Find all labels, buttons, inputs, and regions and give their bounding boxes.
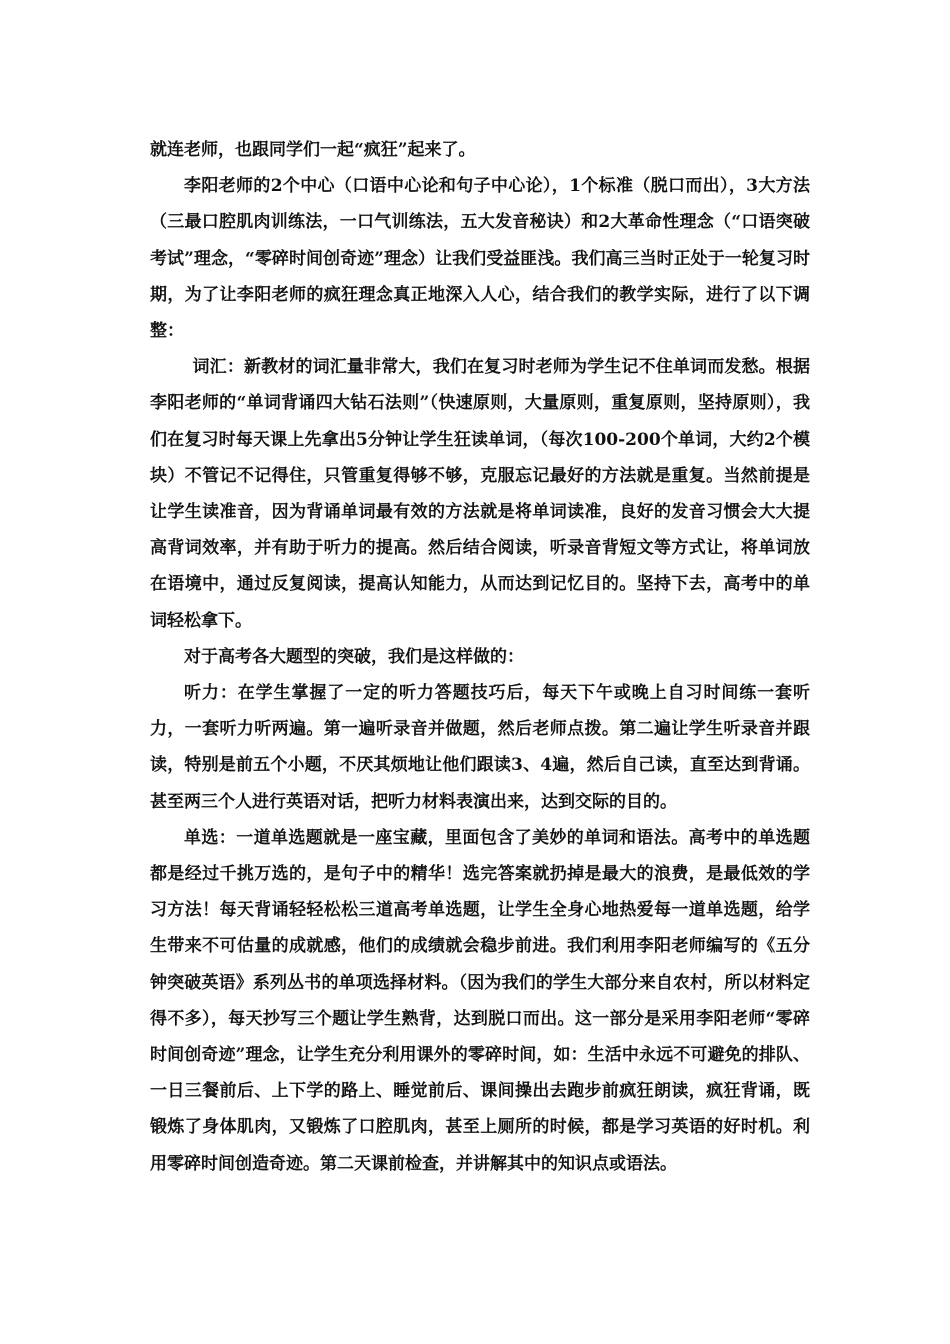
paragraph-continuation: 就连老师，也跟同学们一起“疯狂”起来了。 (150, 140, 476, 160)
paragraph-li-yang-method: 李阳老师的2个中心（口语中心论和句子中心论），1个标准（脱口而出），3大方法（三最口腔肌肉训练法，一口气训练法，五大发音秘诀）和2大革命性理念（“口语突破考试”理念，“零碎时间创奇迹”理念）让我们受益匪浅。我们高三当时正处于一轮复习时期，为了让李阳老师的疯狂理念真正地深入人心，结合我们的教学实际，进行了以下调整： (150, 176, 810, 342)
paragraph-single-choice: 单选：一道单选题就是一座宝藏，里面包含了美妙的单词和语法。高考中的单选题都是经过千挑万选的，是句子中的精华！选完答案就扔掉是最大的浪费，是最低效的学习方法！每天背诵轻轻松松三道高考单选题，让学生全身心地热爱每一道单选题，给学生带来不可估量的成就感，他们的成绩就会稳步前进。我们利用李阳老师编写的《五分钟突破英语》系列丛书的单项选择材料。（因为我们的学生大部分来自农村，所以材料定得不多），每天抄写三个题让学生熟背，达到脱口而出。这一部分是采用李阳老师“零碎时间创奇迹”理念，让学生充分利用课外的零碎时间，如：生活中永远不可避免的排队、一日三餐前后、上下学的路上、睡觉前后、课间操出去跑步前疯狂朗读，疯狂背诵，既锻炼了身体肌肉，又锻炼了口腔肌肉，甚至上厕所的时候，都是学习英语的好时机。利用零碎时间创造奇迹。第二天课前检查，并讲解其中的知识点或语法。 (150, 827, 810, 1174)
paragraph-exam-intro: 对于高考各大题型的突破，我们是这样做的： (184, 646, 524, 667)
document-body (150, 132, 810, 1182)
paragraph-listening: 听力：在学生掌握了一定的听力答题技巧后，每天下午或晚上自习时间练一套听力，一套听力听两遍。第一遍听录音并做题，然后老师点拨。第二遍让学生听录音并跟读，特别是前五个小题，不厌其烦地让他们跟读3、4遍，然后自己读，直至达到背诵。甚至两三个人进行英语对话，把听力材料表演出来，达到交际的目的。 (150, 683, 810, 812)
paragraph-vocabulary: 词汇：新教材的词汇量非常大，我们在复习时老师为学生记不住单词而发愁。根据李阳老师的“单词背诵四大钻石法则”（快速原则，大量原则，重复原则，坚持原则），我们在复习时每天课上先拿出5分钟让学生狂读单词，（每次100-200个单词，大约2个模块）不管记不记得住，只管重复得够不够，克服忘记最好的方法就是重复。当然前提是让学生读准音，因为背诵单词最有效的方法就是将单词读准，良好的发音习惯会大大提高背词效率，并有助于听力的提高。然后结合阅读，听录音背短文等方式让，将单词放在语境中，通过反复阅读，提高认知能力，从而达到记忆目的。坚持下去，高考中的单词轻松拿下。 (150, 357, 810, 631)
